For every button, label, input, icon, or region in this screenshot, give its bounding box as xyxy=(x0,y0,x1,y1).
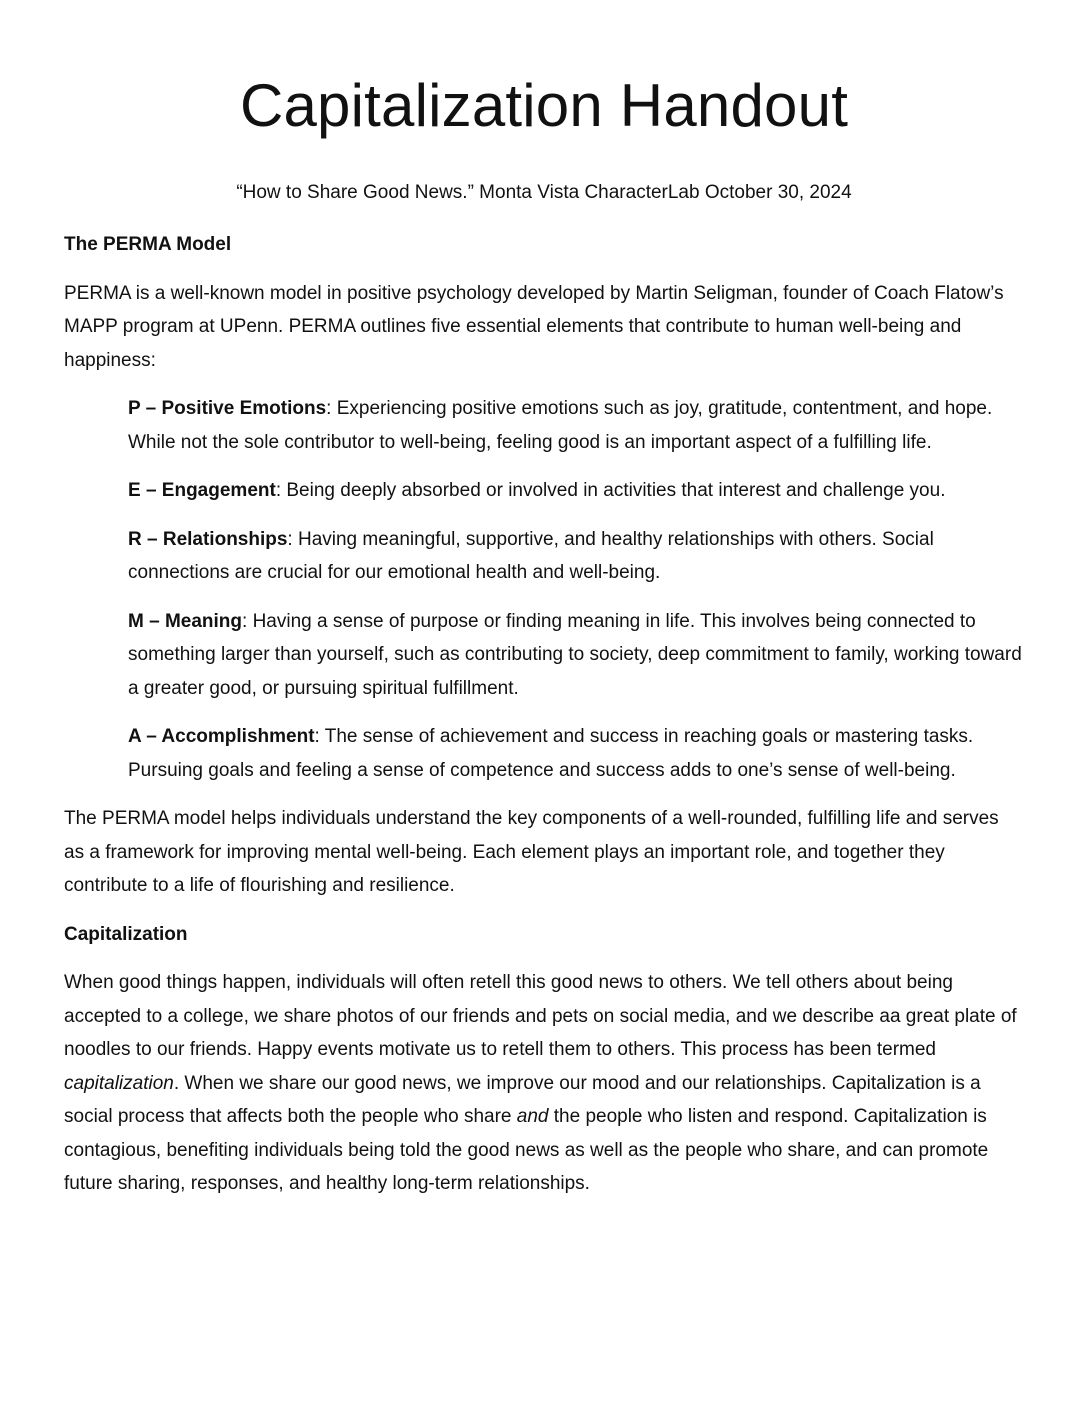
perma-element-description: : Experiencing positive emotions such as joy, gratitude, contentment, and hope. While not the sole contributor to well-being, feeling good is an important aspect of a fulfilling life. xyxy=(128,398,993,453)
perma-element-list xyxy=(64,392,1024,787)
and-italic: and xyxy=(516,1106,549,1127)
perma-element-description: : Being deeply absorbed or involved in activities that interest and challenge you. xyxy=(275,480,946,501)
perma-element-engagement xyxy=(128,474,1024,508)
page-subtitle: “How to Share Good News.” Monta Vista CharacterLab October 30, 2024 xyxy=(236,182,852,203)
perma-element-term: A – Accomplishment xyxy=(128,726,315,747)
perma-element-positive-emotions xyxy=(128,392,1024,459)
perma-element-description: : The sense of achievement and success in reaching goals or mastering tasks. Pursuing goals and feeling a sense of competence and success adds to one’s sense of well-being. xyxy=(128,726,974,781)
perma-element-term: E – Engagement xyxy=(128,480,276,501)
perma-element-term: R – Relationships xyxy=(128,528,288,550)
perma-element-description: : Having meaningful, supportive, and healthy relationships with others. Social connections are crucial for our emotional health and well-being. xyxy=(128,528,934,583)
perma-element-meaning xyxy=(128,605,1024,706)
perma-element-relationships xyxy=(128,523,1024,590)
perma-intro: PERMA is a well-known model in positive psychology developed by Martin Seligman, founder of Coach Flatow’s MAPP program at UPenn. PERMA outlines five essential elements that contribute to human well-being and happiness: xyxy=(64,282,1004,371)
perma-element-term: M – Meaning xyxy=(128,610,243,632)
capitalization-text: When good things happen, individuals will often retell this good news to others. We tell others about being accepted to a college, we share photos of our friends and pets on social media, and we describe aa great plate of noodles to our friends. Happy events motivate us to retell them to others. This process has been termed xyxy=(64,972,1017,1060)
capitalization-term-italic: capitalization xyxy=(64,1072,174,1094)
capitalization-text: the people who listen and respond. Capitalization is contagious, benefiting individuals being told the good news as well as the people who share, and can promote future sharing, responses, and healthy long-term relationships. xyxy=(64,1106,989,1194)
capitalization-heading: Capitalization xyxy=(64,923,188,945)
perma-element-term: P – Positive Emotions xyxy=(128,398,327,419)
perma-summary: The PERMA model helps individuals understand the key components of a well-rounded, fulfilling life and serves as a framework for improving mental well-being. Each element plays an important role, and together they contribute to a life of flourishing and resilience. xyxy=(64,808,999,896)
perma-element-accomplishment xyxy=(128,720,1024,787)
page-title: Capitalization Handout xyxy=(239,72,849,139)
perma-heading: The PERMA Model xyxy=(64,234,232,255)
capitalization-body xyxy=(64,966,1024,1201)
perma-element-description: : Having a sense of purpose or finding meaning in life. This involves being connected to something larger than yourself, such as contributing to society, deep commitment to family, working toward a greater good, or pursuing spiritual fulfillment. xyxy=(128,610,1022,699)
document-body xyxy=(64,228,1024,1216)
capitalization-text: . When we share our good news, we improve our mood and our relationships. Capitalization is a social process that affects both the people who share xyxy=(64,1072,981,1127)
